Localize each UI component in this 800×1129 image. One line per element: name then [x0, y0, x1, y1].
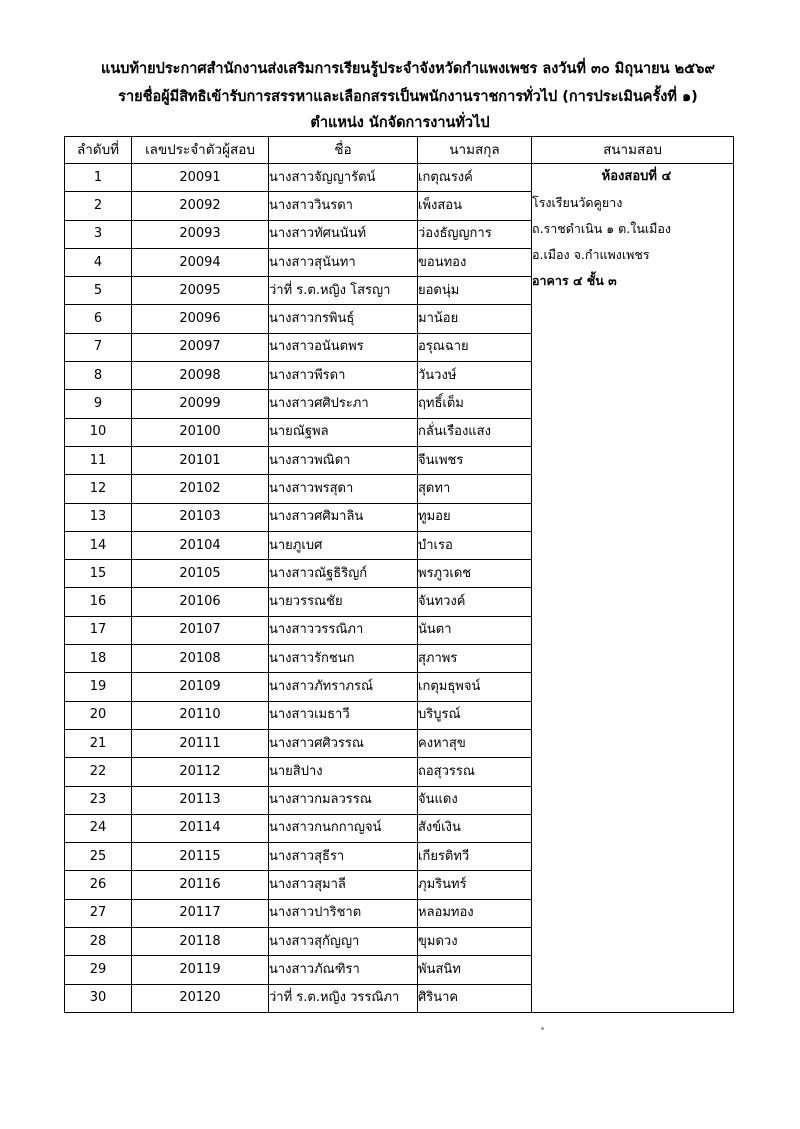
row-exam-id: 20091: [132, 164, 269, 192]
row-first-name: นางสาวสุมาลี: [269, 871, 418, 899]
row-first-name: นางสาวกนกกาญจน์: [269, 814, 418, 842]
row-first-name: นางสาวปาริชาต: [269, 899, 418, 927]
announcement-title: แนบท้ายประกาศสำนักงานส่งเสริมการเรียนรู้ประจำจังหวัดกำแพงเพชร ลงวันที่ ๓๐ มิถุนายน ๒๕๖๙: [101, 61, 715, 77]
row-number: 20: [65, 701, 132, 729]
row-first-name: นางสาววินรดา: [269, 192, 418, 220]
row-last-name: คงหาสุข: [418, 729, 532, 757]
row-exam-id: 20120: [132, 984, 269, 1012]
row-first-name: นางสาวศศิวรรณ: [269, 729, 418, 757]
row-last-name: เกียรติทวี: [418, 843, 532, 871]
row-last-name: ฤทธิ์เต็ม: [418, 390, 532, 418]
row-first-name: นางสาวอนันตพร: [269, 333, 418, 361]
row-last-name: พันสนิท: [418, 956, 532, 984]
row-first-name: นางสาวภัณฑิรา: [269, 956, 418, 984]
row-last-name: เพ็งสอน: [418, 192, 532, 220]
row-exam-id: 20109: [132, 673, 269, 701]
row-last-name: กลั่นเรืองแสง: [418, 418, 532, 446]
row-last-name: ถอสุวรรณ: [418, 758, 532, 786]
column-header-first-name: ชื่อ: [269, 137, 418, 164]
row-exam-id: 20118: [132, 928, 269, 956]
row-last-name: ว่องธัญญการ: [418, 220, 532, 248]
row-exam-id: 20108: [132, 645, 269, 673]
row-number: 6: [65, 305, 132, 333]
venue-road: ถ.ราชดำเนิน ๑ ต.ในเมือง: [532, 221, 672, 236]
row-number: 24: [65, 814, 132, 842]
row-number: 14: [65, 531, 132, 559]
row-number: 9: [65, 390, 132, 418]
row-first-name: นางสาวพรสุดา: [269, 475, 418, 503]
column-header-last-name: นามสกุล: [418, 137, 532, 164]
row-first-name: นางสาวสุกัญญา: [269, 928, 418, 956]
table-header-row: [65, 137, 734, 164]
row-exam-id: 20111: [132, 729, 269, 757]
venue-building: อาคาร ๔ ชั้น ๓: [532, 273, 617, 288]
row-last-name: ขุมดวง: [418, 928, 532, 956]
row-number: 15: [65, 560, 132, 588]
row-number: 29: [65, 956, 132, 984]
row-first-name: นางสาวกรพินธุ์: [269, 305, 418, 333]
row-number: 3: [65, 220, 132, 248]
row-exam-id: 20110: [132, 701, 269, 729]
row-last-name: บำเรอ: [418, 531, 532, 559]
row-first-name: นางสาวพีรดา: [269, 362, 418, 390]
announcement-subtitle: รายชื่อผู้มีสิทธิเข้ารับการสรรหาและเลือกสรรเป็นพนักงานราชการทั่วไป (การประเมินครั้งที่ ๑): [118, 89, 698, 105]
row-exam-id: 20099: [132, 390, 269, 418]
row-first-name: ว่าที่ ร.ต.หญิง วรรณิภา: [269, 984, 418, 1012]
row-first-name: นางสาวเมธาวี: [269, 701, 418, 729]
row-number: 28: [65, 928, 132, 956]
row-last-name: สุภาพร: [418, 645, 532, 673]
venue-district: อ.เมือง จ.กำแพงเพชร: [532, 247, 650, 262]
row-exam-id: 20117: [132, 899, 269, 927]
row-exam-id: 20100: [132, 418, 269, 446]
row-last-name: มาน้อย: [418, 305, 532, 333]
row-number: 27: [65, 899, 132, 927]
row-first-name: นางสาวรักชนก: [269, 645, 418, 673]
row-first-name: นายภูเบศ: [269, 531, 418, 559]
position-title: ตำแหน่ง นักจัดการงานทั่วไป: [310, 115, 490, 131]
row-last-name: จันทวงค์: [418, 588, 532, 616]
row-first-name: นางสาวจัญญารัตน์: [269, 164, 418, 192]
row-number: 23: [65, 786, 132, 814]
row-exam-id: 20104: [132, 531, 269, 559]
row-first-name: นางสาวศศิประภา: [269, 390, 418, 418]
row-last-name: จันแดง: [418, 786, 532, 814]
row-exam-id: 20107: [132, 616, 269, 644]
row-last-name: สุดทา: [418, 475, 532, 503]
table-row: [65, 164, 734, 192]
row-number: 1: [65, 164, 132, 192]
row-first-name: นางสาวณัฐธิริญก์: [269, 560, 418, 588]
row-first-name: นายสิปาง: [269, 758, 418, 786]
row-number: 2: [65, 192, 132, 220]
row-last-name: เกตุมธุพจน์: [418, 673, 532, 701]
row-last-name: สังข์เงิน: [418, 814, 532, 842]
row-last-name: วันวงษ์: [418, 362, 532, 390]
row-first-name: นายณัฐพล: [269, 418, 418, 446]
table-body: [65, 164, 734, 1013]
row-last-name: ภุมรินทร์: [418, 871, 532, 899]
row-last-name: อรุณฉาย: [418, 333, 532, 361]
row-first-name: นางสาวภัทราภรณ์: [269, 673, 418, 701]
row-first-name: นางสาวทัศนนันท์: [269, 220, 418, 248]
row-first-name: นายวรรณชัย: [269, 588, 418, 616]
row-first-name: นางสาวสุนันทา: [269, 248, 418, 276]
row-last-name: เกตุณรงค์: [418, 164, 532, 192]
row-exam-id: 20098: [132, 362, 269, 390]
column-header-exam-venue: สนามสอบ: [532, 137, 734, 164]
row-first-name: นางสาวพณิดา: [269, 446, 418, 474]
row-exam-id: 20113: [132, 786, 269, 814]
row-number: 26: [65, 871, 132, 899]
row-last-name: จีนเพชร: [418, 446, 532, 474]
row-first-name: นางสาวสุธีรา: [269, 843, 418, 871]
column-header-exam-id: เลขประจำตัวผู้สอบ: [132, 137, 269, 164]
column-header-number: ลำดับที่: [65, 137, 132, 164]
row-exam-id: 20096: [132, 305, 269, 333]
row-number: 10: [65, 418, 132, 446]
row-last-name: หลอมทอง: [418, 899, 532, 927]
row-number: 16: [65, 588, 132, 616]
row-number: 19: [65, 673, 132, 701]
row-number: 22: [65, 758, 132, 786]
row-exam-id: 20101: [132, 446, 269, 474]
row-number: 25: [65, 843, 132, 871]
row-first-name: นางสาวกมลวรรณ: [269, 786, 418, 814]
row-number: 11: [65, 446, 132, 474]
row-number: 5: [65, 277, 132, 305]
candidate-table: [64, 136, 734, 1013]
row-exam-id: 20095: [132, 277, 269, 305]
row-exam-id: 20097: [132, 333, 269, 361]
row-number: 4: [65, 248, 132, 276]
row-exam-id: 20092: [132, 192, 269, 220]
row-first-name: นางสาวศศิมาลิน: [269, 503, 418, 531]
row-last-name: พรภูวเดช: [418, 560, 532, 588]
row-number: 7: [65, 333, 132, 361]
row-last-name: ขอนทอง: [418, 248, 532, 276]
row-exam-id: 20105: [132, 560, 269, 588]
row-number: 17: [65, 616, 132, 644]
row-first-name: นางสาววรรณิภา: [269, 616, 418, 644]
row-number: 8: [65, 362, 132, 390]
row-number: 21: [65, 729, 132, 757]
row-exam-id: 20103: [132, 503, 269, 531]
row-exam-id: 20112: [132, 758, 269, 786]
row-exam-id: 20094: [132, 248, 269, 276]
row-exam-id: 20115: [132, 843, 269, 871]
venue-school: โรงเรียนวัดคูยาง: [532, 195, 623, 210]
row-last-name: บริบูรณ์: [418, 701, 532, 729]
row-exam-id: 20093: [132, 220, 269, 248]
exam-venue-cell: [532, 164, 734, 1013]
row-exam-id: 20116: [132, 871, 269, 899]
venue-room: ห้องสอบที่ ๔: [601, 169, 672, 184]
row-number: 13: [65, 503, 132, 531]
row-exam-id: 20102: [132, 475, 269, 503]
scan-speck: [541, 1027, 544, 1030]
row-last-name: ทูมอย: [418, 503, 532, 531]
row-last-name: ศิรินาค: [418, 984, 532, 1012]
row-number: 30: [65, 984, 132, 1012]
row-number: 18: [65, 645, 132, 673]
row-last-name: นันตา: [418, 616, 532, 644]
row-exam-id: 20106: [132, 588, 269, 616]
row-first-name: ว่าที่ ร.ต.หญิง โสรญา: [269, 277, 418, 305]
row-exam-id: 20119: [132, 956, 269, 984]
row-last-name: ยอดนุ่ม: [418, 277, 532, 305]
row-exam-id: 20114: [132, 814, 269, 842]
row-number: 12: [65, 475, 132, 503]
